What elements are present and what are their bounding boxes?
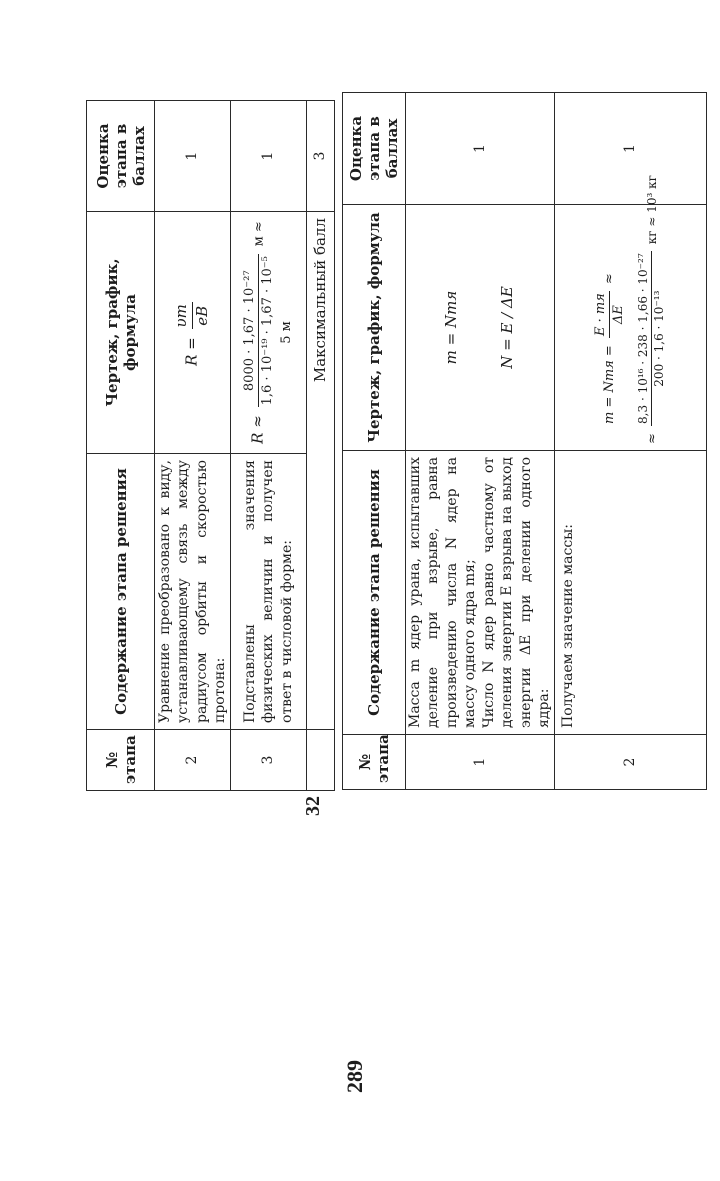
fraction-denominator: 1,6 · 10⁻¹⁹ · 1,67 · 10⁻⁵ (260, 256, 276, 406)
formula-line-1 (592, 211, 627, 444)
stage-score: 1 (155, 101, 231, 212)
formula-tail: кг ≈ 10³ кг (644, 175, 659, 245)
header-stage-no: № этапа (343, 735, 406, 790)
formula-lhs: ≈ (644, 433, 660, 444)
formula-mass (442, 211, 462, 444)
stage-text: Получаем значение массы: (554, 451, 706, 735)
formula-fraction (636, 251, 669, 426)
formula-tail: ≈ (602, 273, 618, 285)
stage-text-part-b: Число N ядер равно частному от деления энергии E взрыва на выход энергии ΔE при делении одного ядра: (480, 457, 553, 728)
header-formula: Чертеж, график, формула (343, 205, 406, 451)
formula-fraction (172, 302, 213, 329)
fraction-denominator: ΔE (609, 291, 627, 338)
formula-fraction (592, 291, 627, 338)
formula-mass-text: m = Nmя (442, 290, 461, 365)
stage-text-part-a: Масса m ядер урана, испытавших деление при взрыве, равна произведению числа N ядер на массу одного ядра mя; (407, 457, 479, 728)
fraction-denominator: eB (192, 302, 213, 329)
table-row (155, 101, 231, 791)
header-content: Содержание этапа решения (343, 451, 406, 735)
table-header-row (343, 93, 406, 790)
table-row (406, 93, 555, 790)
table-row (554, 93, 706, 790)
formula-count (498, 211, 518, 444)
formula-lhs: R ≈ (248, 415, 267, 444)
stage-number: 3 (231, 730, 307, 791)
page-number: 289 (342, 1060, 367, 1093)
fraction-numerator: E · mя (593, 293, 609, 337)
table-row (231, 101, 307, 791)
formula-lhs: m = Nmя = (602, 345, 618, 424)
stage-text: Подставлены значения физических величин и получен ответ в числовой форме: (231, 454, 307, 730)
stage-formula (554, 175, 706, 451)
header-stage-no: № этапа (87, 730, 155, 791)
table-total-row (307, 101, 335, 791)
header-score: Оценка этапа в баллах (343, 93, 406, 205)
fraction-numerator: 8,3 · 10¹⁶ · 238 · 1,66 · 10⁻²⁷ (635, 253, 650, 424)
max-score-value: 3 (307, 101, 335, 212)
grading-table-1 (86, 100, 335, 791)
formula-fraction (241, 254, 276, 407)
formula-lhs: R = (182, 337, 201, 366)
table-header-row (87, 101, 155, 791)
fraction-denominator: 200 · 1,6 · 10⁻¹³ (651, 251, 668, 426)
stage-formula (231, 212, 307, 454)
header-score: Оценка этапа в баллах (87, 101, 155, 212)
header-formula: Чертеж, график, формула (87, 212, 155, 454)
fraction-numerator: 8000 · 1,67 · 10⁻²⁷ (241, 270, 257, 392)
grading-table-2 (342, 92, 707, 790)
stage-number: 2 (554, 735, 706, 790)
stage-formula (406, 205, 555, 451)
stage-number: 1 (406, 735, 555, 790)
stage-score: 1 (231, 101, 307, 212)
empty-cell (307, 730, 335, 791)
stage-text (406, 451, 555, 735)
stage-formula (155, 212, 231, 454)
empty-cell (307, 454, 335, 730)
stage-number: 2 (155, 730, 231, 791)
formula-line-2 (635, 175, 669, 444)
max-score-label: Максимальный балл (307, 212, 335, 454)
formula-tail: м ≈ 5 м (251, 221, 295, 344)
stage-score: 1 (406, 93, 555, 205)
formula-count-text: N = E / ΔE (497, 286, 516, 369)
stage-text: Уравнение преобразовано к виду, устанавливающему связь между радиусом орбиты и скоростью протона: (155, 454, 231, 730)
stage-score: 1 (554, 93, 706, 205)
fraction-numerator: υm (172, 304, 191, 328)
header-content: Содержание этапа решения (87, 454, 155, 730)
task-number: 32 (302, 796, 324, 816)
